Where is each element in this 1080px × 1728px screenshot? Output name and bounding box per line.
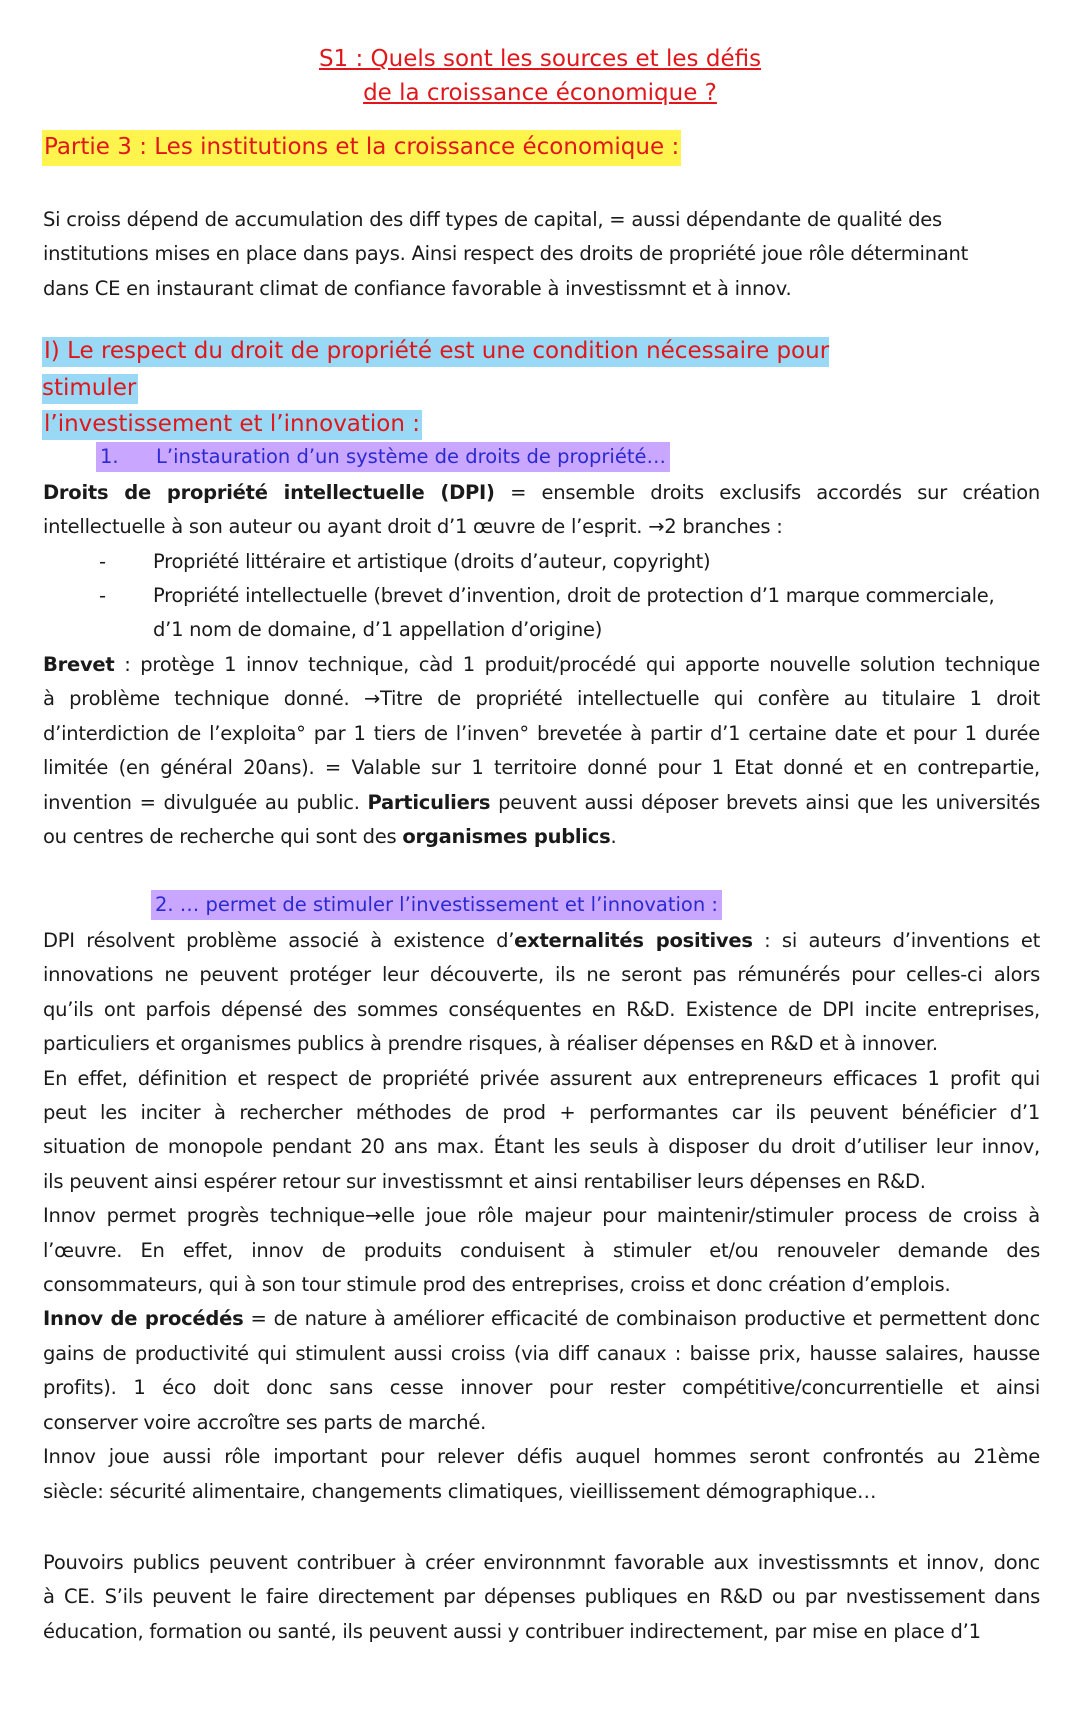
dpi-effects-paragraph xyxy=(43,924,1040,1509)
text-line: ils peuvent ainsi espérer retour sur investissmnt et ainsi rentabiliser leurs dépenses en R&D. xyxy=(43,1169,926,1193)
text-line: consommateurs, qui à son tour stimule prod des entreprises, croiss et donc création d’emplois. xyxy=(43,1273,951,1297)
brevet-line: d’interdiction de l’exploita° par 1 tiers de l’inven° brevetée à partir d’1 certaine date et pour 1 durée xyxy=(43,721,1040,745)
text-line: innovations ne peuvent protéger leur découverte, ils ne seront pas rémunérés pour celles-ci alors xyxy=(43,963,1040,987)
text-line: DPI résolvent problème associé à existence d’externalités positives : si auteurs d’inventions et xyxy=(43,929,1041,952)
text-line: Innov de procédés = de nature à améliorer efficacité de combinaison productive et permettent donc xyxy=(43,1307,1040,1331)
doc-title-line-1: S1 : Quels sont les sources et les défis xyxy=(318,46,762,72)
intro-line: dans CE en instaurant climat de confiance favorable à investissmnt et à innov. xyxy=(43,276,792,300)
brevet-term: Brevet xyxy=(43,653,115,676)
dpi-paragraph xyxy=(43,476,1040,545)
intro-paragraph xyxy=(43,203,1040,306)
subsection-1-text: L’instauration d’un système de droits de propriété… xyxy=(156,445,666,468)
brevet-line: Brevet : protège 1 innov technique, càd 1 produit/procédé qui apporte nouvelle solution technique xyxy=(43,653,1040,676)
subsection-2-heading: 2. … permet de stimuler l’investissement et l’innovation : xyxy=(151,890,722,920)
bullet-text: Propriété intellectuelle (brevet d’invention, droit de protection d’1 marque commerciale, d’1 nom de domaine, d’1 appellation d’origine) xyxy=(153,584,995,642)
text-line: siècle: sécurité alimentaire, changements climatiques, vieillissement démographique… xyxy=(43,1479,877,1503)
brevet-line: ou centres de recherche qui sont des organismes publics. xyxy=(43,825,617,849)
subsection-1-number: 1. xyxy=(100,445,119,468)
bullet-text: Propriété littéraire et artistique (droits d’auteur, copyright) xyxy=(153,550,711,573)
text-line: peut les inciter à rechercher méthodes de prod + performantes car ils peuvent bénéficier d’1 xyxy=(43,1101,1040,1125)
dpi-line-1: Droits de propriété intellectuelle (DPI) = ensemble droits exclusifs accordés sur création xyxy=(43,481,1040,504)
text-line: éducation, formation ou santé, ils peuvent aussi y contribuer indirectement, par mise en place d’1 xyxy=(43,1619,981,1643)
section-1-line-2: l’investissement et l’innovation : xyxy=(42,410,422,440)
bullet-item xyxy=(43,579,1040,648)
subsection-1-heading xyxy=(96,442,670,472)
brevet-line: à problème technique donné. →Titre de propriété intellectuelle qui confère au titulaire 1 droit xyxy=(43,687,1040,711)
public-powers-paragraph xyxy=(43,1546,1040,1649)
partie-heading: Partie 3 : Les institutions et la croissance économique : xyxy=(42,130,681,166)
intro-line: institutions mises en place dans pays. Ainsi respect des droits de propriété joue rôle déterminant xyxy=(43,242,969,266)
text-line: Pouvoirs publics peuvent contribuer à créer environnmnt favorable aux investissmnts et innov, donc xyxy=(43,1551,1040,1574)
bullet-dash: - xyxy=(99,584,106,607)
doc-title-line-2: de la croissance économique ? xyxy=(363,80,717,106)
text-line: particuliers et organismes publics à prendre risques, à réaliser dépenses en R&D et à innover. xyxy=(43,1032,938,1056)
text-line: gains de productivité qui stimulent aussi croiss (via diff canaux : baisse prix, hausse salaires, hausse xyxy=(43,1341,1040,1365)
brevet-line: invention = divulguée au public. Particuliers peuvent aussi déposer brevets ainsi que les universités xyxy=(43,790,1040,814)
text-line: Innov permet progrès technique→elle joue rôle majeur pour maintenir/stimuler process de croiss à xyxy=(43,1204,1040,1228)
intro-line: Si croiss dépend de accumulation des diff types de capital, = aussi dépendante de qualité des xyxy=(43,208,942,231)
text-line: qu’ils ont parfois dépensé des sommes conséquentes en R&D. Existence de DPI incite entreprises, xyxy=(43,997,1040,1021)
dpi-term: Droits de propriété intellectuelle (DPI) xyxy=(43,481,495,504)
text-line: situation de monopole pendant 20 ans max. Étant les seuls à disposer du droit d’utiliser leur innov, xyxy=(43,1135,1040,1159)
brevet-line: limitée (en général 20ans). = Valable sur 1 territoire donné pour 1 Etat donné et en contrepartie, xyxy=(43,756,1040,780)
text-line: Innov joue aussi rôle important pour relever défis auquel hommes seront confrontés au 21ème xyxy=(43,1445,1040,1469)
section-1-heading xyxy=(42,333,922,443)
text-line: à CE. S’ils peuvent le faire directement par dépenses publiques en R&D ou par nvestissement dans xyxy=(43,1585,1040,1609)
text-line: En effet, définition et respect de propriété privée assurent aux entrepreneurs efficaces 1 profit qui xyxy=(43,1066,1040,1090)
text-line: conserver voire accroître ses parts de marché. xyxy=(43,1410,487,1434)
bullet-dash: - xyxy=(99,550,106,573)
text-line: l’œuvre. En effet, innov de produits conduisent à stimuler et/ou renouveler demande des xyxy=(43,1238,1040,1262)
text-line: profits). 1 éco doit donc sans cesse innover pour rester compétitive/concurrentielle et ainsi xyxy=(43,1376,1040,1400)
section-1-line-1: I) Le respect du droit de propriété est une condition nécessaire pour stimuler xyxy=(42,337,829,404)
brevet-paragraph xyxy=(43,648,1040,854)
dpi-line-2: intellectuelle à son auteur ou ayant droit d’1 œuvre de l’esprit. →2 branches : xyxy=(43,515,783,539)
bullet-item xyxy=(43,545,1040,579)
